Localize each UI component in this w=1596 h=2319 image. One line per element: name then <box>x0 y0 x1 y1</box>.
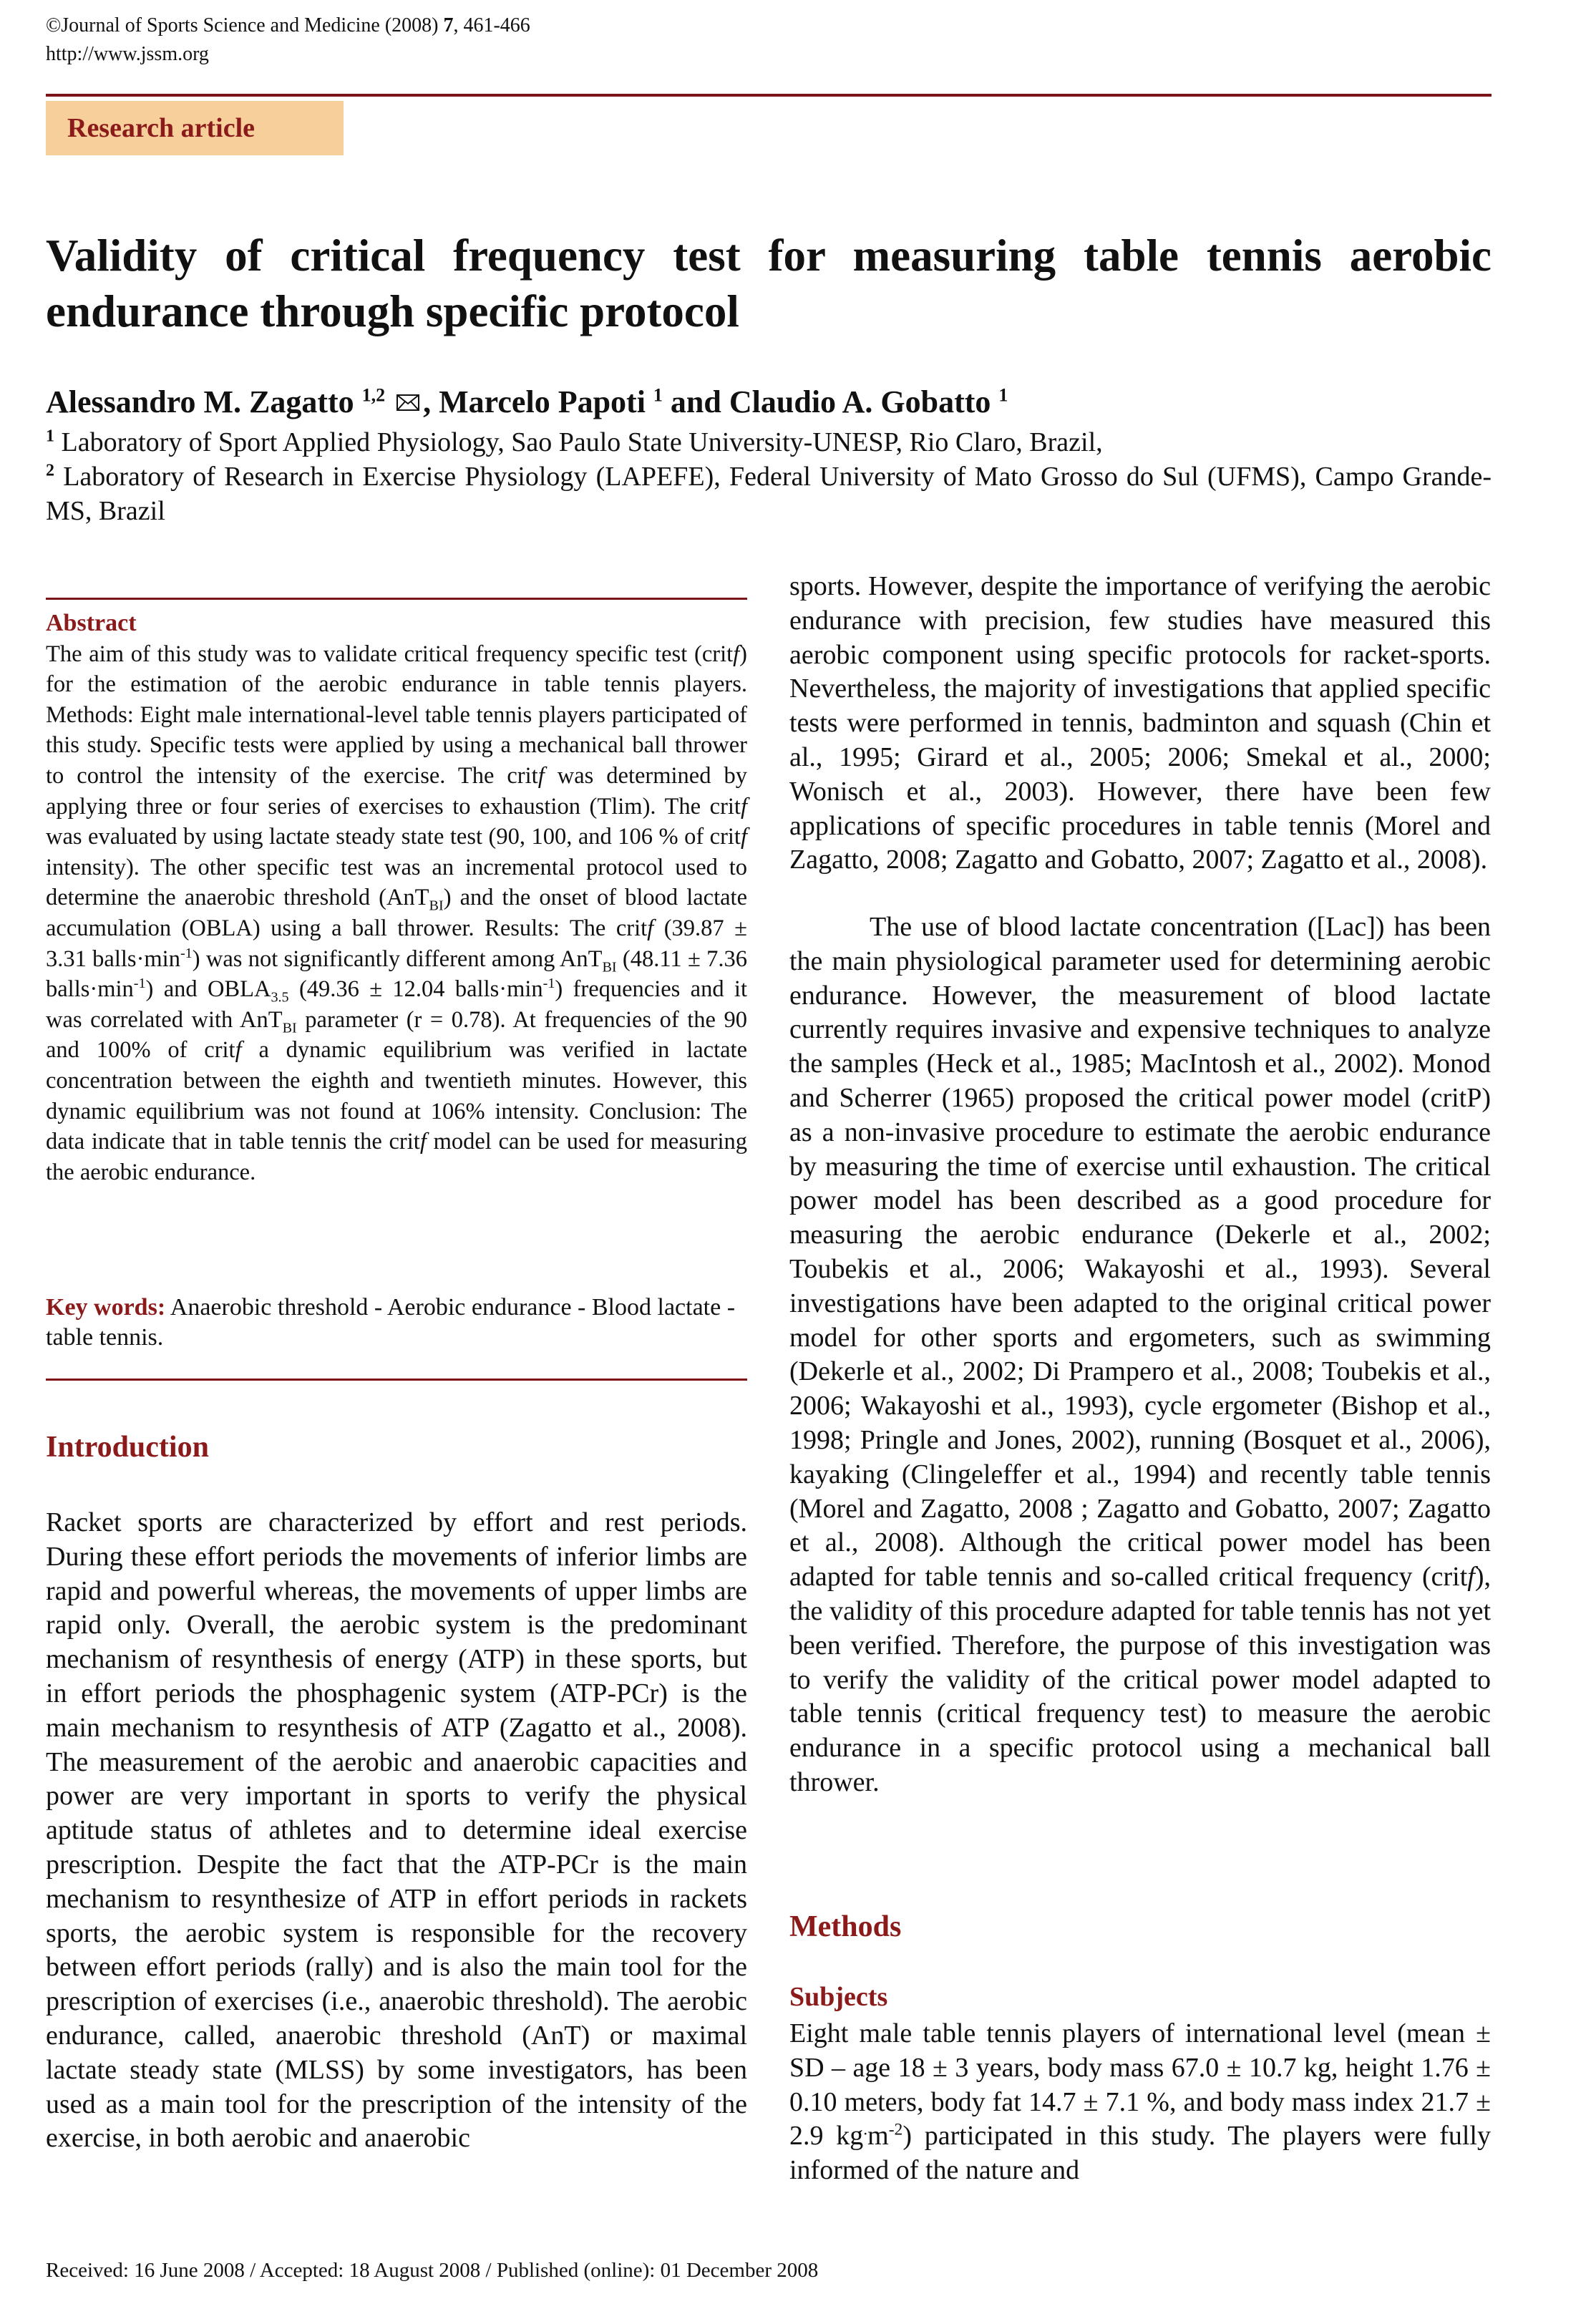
abstract-heading: Abstract <box>46 610 137 636</box>
journal-citation: ©Journal of Sports Science and Medicine (2008) 7, 461-466 <box>46 14 530 37</box>
abstract <box>46 608 747 1187</box>
subjects-subheading: Subjects <box>789 1982 888 2012</box>
right-column-paragraph-2: The use of blood lactate concentration ([Lac]) has been the main physiological parameter used for determining aerobic endurance. However, the measurement of blood lactate currently requires invasive and expensive techniques to analyze the samples (Heck et al., 1985; MacIntosh et al., 2002). Monod and Scherrer (1965) proposed the critical power model (critP) as a non-invasive procedure to estimate the aerobic endurance by measuring the time of exercise until exhaustion. The critical power model has been described as a good procedure for measuring the aerobic endurance (Dekerle et al., 2002; Toubekis et al., 2006; Wakayoshi et al., 1993). Several investigations have been adapted to the original critical power model for other sports and ergometers, such as swimming (Dekerle et al., 2002; Di Prampero et al., 2008; Toubekis et al., 2006; Wakayoshi et al., 1993), cycle ergometer (Bishop et al., 1998; Pringle and Jones, 2002), running (Bosquet et al., 2006), kayaking (Clingeleffer et al., 1994) and recently table tennis (Morel and Zagatto, 2008 ; Zagatto and Gobatto, 2007; Zagatto et al., 2008). Although the critical power model has been adapted for table tennis and so-called critical frequency (critf), the validity of this procedure adapted for table tennis has not yet been verified. Therefore, the purpose of this investigation was to verify the validity of the critical power model adapted to table tennis (critical frequency test) to measure the aerobic endurance in a specific protocol using a mechanical ball thrower. <box>789 912 1491 1797</box>
methods-heading: Methods <box>789 1910 902 1943</box>
received-dates-footer: Received: 16 June 2008 / Accepted: 18 August 2008 / Published (online): 01 December 2008 <box>46 2259 819 2282</box>
affiliation-2: $^2$ Laboratory of Research in Exercise Physiology (LAPEFE), Federal University of Mato Grosso do Sul (UFMS), Campo Grande-MS, Brazil <box>46 461 1492 526</box>
keywords <box>46 1293 747 1353</box>
affiliation-1: $^1$ Laboratory of Sport Applied Physiology, Sao Paulo State University-UNESP, Rio Claro, Brazil, <box>46 427 1103 457</box>
introduction-paragraph: Racket sports are characterized by effort and rest periods. During these effort periods the movements of inferior limbs are rapid and powerful whereas, the movements of upper limbs are rapid only. Overall, the aerobic system is the predominant mechanism of resynthesis of energy (ATP) in these sports, but in effort periods the phosphagenic system (ATP-PCr) is the main mechanism to resynthesis of ATP (Zagatto et al., 2008). The measurement of the aerobic and anaerobic capacities and power are very important in sports to verify the physical aptitude status of athletes and to determine ideal exercise prescription. Despite the fact that the ATP-PCr is the main mechanism to resynthesize of ATP in effort periods in rackets sports, the aerobic system is responsible for the recovery between effort periods (rally) and is also the main tool for the prescription of exercises (i.e., anaerobic threshold). The aerobic endurance, called, anaerobic threshold (AnT) or maximal lactate steady state (MLSS) by some investigators, has been used as a main tool for the prescription of the intensity of the exercise, in both aerobic and anaerobic <box>46 1507 747 2154</box>
keywords-text: Anaerobic threshold - Aerobic endurance - Blood lactate - table tennis. <box>46 1294 736 1351</box>
keywords-label: Key words: <box>46 1294 166 1321</box>
article-type-badge: Research article <box>46 101 344 155</box>
envelope-icon[interactable] <box>396 390 420 414</box>
subjects-paragraph: Eight male table tennis players of international level (mean ± SD – age 18 ± 3 years, body mass 67.0 ± 10.7 kg, height 1.76 ± 0.10 meters, body fat 14.7 ± 7.1 %, and body mass index 21.7 ± 2.9 $kg^.m^{-2}$) participated in this study. The players were fully informed of the nature and <box>789 2018 1491 2186</box>
abstract-bottom-rule <box>46 1379 747 1381</box>
right-column-continuation: sports. However, despite the importance of verifying the aerobic endurance with precision, few studies have measured this aerobic component using specific protocols for racket-sports. Nevertheless, the majority of investigations that applied specific tests were performed in tennis, badminton and squash (Chin et al., 1995; Girard et al., 2005; 2006; Smekal et al., 2000; Wonisch et al., 2003). However, there have been few applications of specific procedures in table tennis (Morel and Zagatto, 2008; Zagatto and Gobatto, 2007; Zagatto et al., 2008). <box>789 571 1491 875</box>
header-rule <box>46 94 1492 97</box>
abstract-text: The aim of this study was to validate critical frequency specific test (critf) for the estimation of the aerobic endurance in table tennis players. Methods: Eight male international-level table tennis players participated of this study. Specific tests were applied by using a mechanical ball thrower to control the intensity of the exercise. The critf was determined by applying three or four series of exercises to exhaustion (Tlim). The critf was evaluated by using lactate steady state test (90, 100, and 106 % of critf intensity). The other specific test was an incremental protocol used to determine the anaerobic threshold (AnT$_{BI}$) and the onset of blood lactate accumulation (OBLA) using a ball thrower. Results: The critf (39.87 ± 3.31 $balls\cdot\min^{-1}$) was not significantly different among AnT$_{BI}$ (48.11 ± 7.36 $balls\cdot\min^{-1}$) and $OBLA_{3.5}$ (49.36 ± 12.04 $balls\cdot\min^{-1}$) frequencies and it was correlated with AnT$_{BI}$ parameter (r = 0.78). At frequencies of the 90 and 100% of critf a dynamic equilibrium was verified in lactate concentration between the eighth and twentieth minutes. However, this dynamic equilibrium was not found at 106% intensity. Conclusion: The data indicate that in table tennis the critf model can be used for measuring the aerobic endurance. <box>46 641 748 1185</box>
introduction-heading: Introduction <box>46 1431 209 1464</box>
abstract-top-rule <box>46 598 747 600</box>
author-line: Alessandro M. Zagatto $^{1,2}$ , Marcelo Papoti $^1$ and Claudio A. Gobatto $^1$ <box>46 384 1008 419</box>
article-title: Validity of critical frequency test for measuring table tennis aerobic endurance through specific protocol <box>46 230 1492 336</box>
journal-header <box>46 11 530 69</box>
journal-url[interactable]: http://www.jssm.org <box>46 43 209 65</box>
affiliations <box>46 425 1492 528</box>
